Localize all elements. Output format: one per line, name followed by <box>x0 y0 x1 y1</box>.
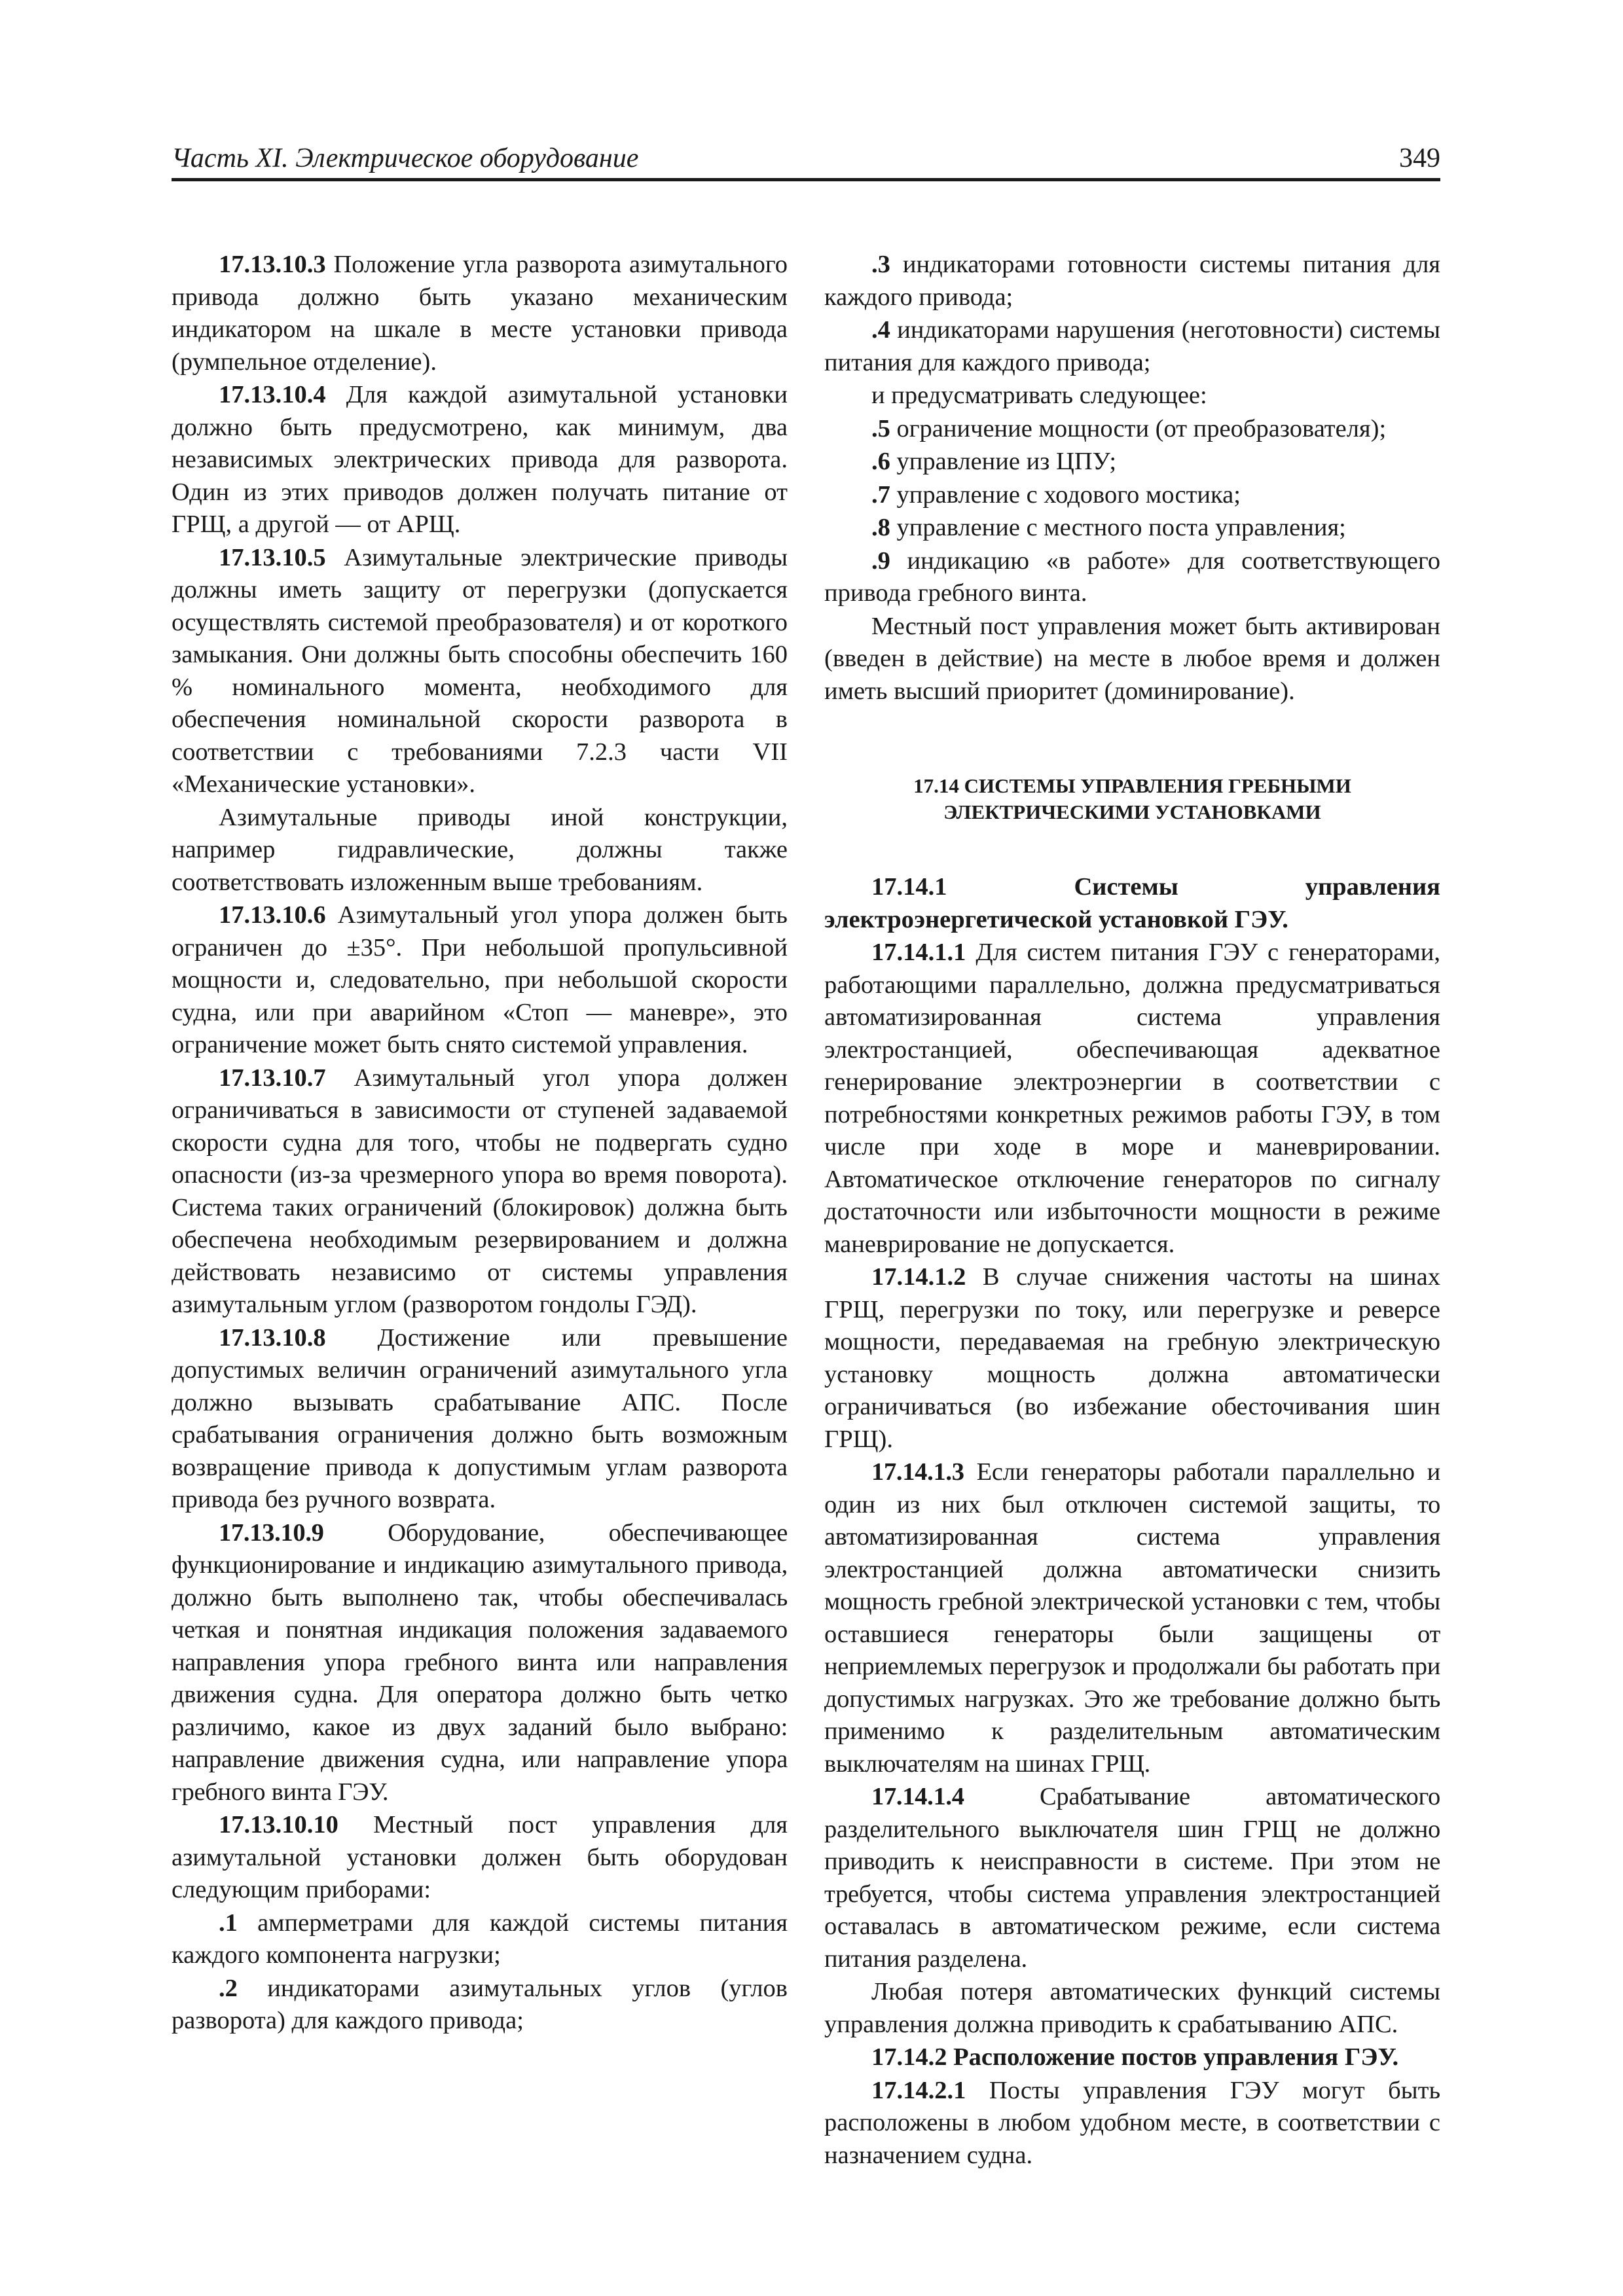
list-item <box>824 545 1440 610</box>
subsection-title: 17.14.1 Системы управления электроэнергетической установкой ГЭУ. <box>824 873 1440 933</box>
clause-text: Азимутальные приводы иной конструкции, например гидравлические, должны также соответствовать изложенным выше требованиям. <box>172 803 788 896</box>
paragraph <box>172 249 788 378</box>
clause-number: 17.13.10.10 <box>219 1811 338 1839</box>
list-text: управление с местного поста управления; <box>890 514 1346 541</box>
clause-number: 17.14.1.3 <box>871 1458 964 1486</box>
clause-text: Для систем питания ГЭУ с генераторами, работающими параллельно, должна предусматриваться автоматизированная система управления электростанцией, обеспечивающая адекватное генерирование электроэнергии в соответствии с потребностями конкретных режимов работы ГЭУ, в том числе при ходе в море и маневрировании. Автоматическое отключение генераторов по сигналу достаточности или избыточности мощности в режиме маневрирование не допускается. <box>824 939 1440 1258</box>
section-heading <box>824 773 1440 825</box>
clause-text: Посты управления ГЭУ могут быть расположены в любом удобном месте, в соответствии с назначением судна. <box>824 2076 1440 2169</box>
right-column <box>824 249 1440 2172</box>
subsection-heading <box>824 871 1440 936</box>
paragraph <box>172 802 788 899</box>
paragraph <box>824 1261 1440 1456</box>
paragraph <box>172 1809 788 1907</box>
list-text: Местный пост управления может быть активирован (введен в действие) на месте в любое время и должен иметь высший приоритет (доминирование). <box>824 612 1440 705</box>
list-marker: .6 <box>871 448 890 475</box>
clause-text: Любая потеря автоматических функций системы управления должна приводить к срабатыванию АПС. <box>824 1978 1440 2038</box>
clause-number: 17.13.10.4 <box>219 381 326 408</box>
list-item <box>172 1907 788 1972</box>
list-text: индикаторами нарушения (неготовности) системы питания для каждого привода; <box>824 316 1440 376</box>
clause-text: Положение угла разворота азимутального привода должно быть указано механическим индикатором на шкале в месте установки привода (румпельное отделение). <box>172 251 788 376</box>
clause-number: 17.13.10.7 <box>219 1064 326 1092</box>
clause-number: 17.13.10.9 <box>219 1518 324 1547</box>
list-text: ограничение мощности (от преобразователя); <box>890 414 1387 442</box>
page-number: 349 <box>1399 143 1440 173</box>
clause-text: Азимутальный угол упора должен быть ограничен до ±35°. При небольшой пропульсивной мощности и, следовательно, при небольшой скорости судна, или при аварийном «Стоп — маневре», это ограничение может быть снято системой управления. <box>172 901 788 1058</box>
paragraph <box>172 1062 788 1321</box>
list-item <box>824 479 1440 512</box>
left-column <box>172 249 788 2038</box>
paragraph <box>824 937 1440 1261</box>
list-marker: .7 <box>871 480 890 509</box>
page-header <box>172 141 1440 181</box>
clause-text: Азимутальные электрические приводы должны иметь защиту от перегрузки (допускается осуществлять системой преобразователя) и от короткого замыкания. Они должны быть способны обеспечить 160 % номинального момента, необходимого для обеспечения номинальной скорости разворота в соответствии с требованиями 7.2.3 части VII «Механические установки». <box>172 543 788 798</box>
subsection-title: 17.14.2 Расположение постов управления ГЭУ. <box>871 2043 1399 2071</box>
clause-text: Срабатывание автоматического разделительного выключателя шин ГРЩ не должно приводить к неисправности в системе. При этом не требуется, чтобы система управления электростанцией оставалась в автоматическом режиме, если система питания разделена. <box>824 1783 1440 1973</box>
clause-text: Если генераторы работали параллельно и один из них был отключен системой защиты, то автоматизированная система управления электростанцией должна автоматически снизить мощность гребной электрической установки с тем, чтобы оставшиеся генераторы были защищены от неприемлемых перегрузок и продолжали бы работать при допустимых нагрузках. Это же требование должно быть применимо к разделительным автоматическим выключателям на шинах ГРЩ. <box>824 1458 1440 1778</box>
clause-number: 17.14.1.4 <box>871 1783 964 1810</box>
clause-number: 17.13.10.6 <box>219 901 326 929</box>
list-item <box>824 249 1440 314</box>
list-item <box>824 314 1440 379</box>
list-marker: .5 <box>871 414 890 442</box>
section-heading-line: ЭЛЕКТРИЧЕСКИМИ УСТАНОВКАМИ <box>943 800 1321 823</box>
clause-text: Оборудование, обеспечивающее функционирование и индикацию азимутального привода, должно быть выполнено так, чтобы обеспечивалась четкая и понятная индикация положения задаваемого направления упора гребного винта или направления движения судна. Для оператора должно быть четко различимо, какое из двух заданий было выбрано: направление движения судна, или направление упора гребного винта ГЭУ. <box>172 1518 788 1806</box>
clause-text: Азимутальный угол упора должен ограничиваться в зависимости от ступеней задаваемой скорости судна для того, чтобы не подвергать судно опасности (из-за чрезмерного упора во время поворота). Система таких ограничений (блокировок) должна быть обеспечена необходимым резервированием и должна действовать независимо от системы управления азимутальным углом (разворотом гондолы ГЭД). <box>172 1064 788 1318</box>
list-item <box>824 512 1440 545</box>
paragraph <box>824 2075 1440 2172</box>
clause-number: 17.14.1.1 <box>871 939 966 966</box>
running-title: Часть XI. Электрическое оборудование <box>172 143 639 173</box>
list-item <box>172 1973 788 2037</box>
subsection-heading <box>824 2041 1440 2074</box>
clause-text: Местный пост управления для азимутальной установки должен быть оборудован следующим приборами: <box>172 1811 788 1903</box>
clause-text: Достижение или превышение допустимых величин ограничений азимутального угла должно вызывать срабатывание АПС. После срабатывания ограничения должно быть возможным возвращение привода к допустимым углам разворота привода без ручного возврата. <box>172 1323 788 1513</box>
list-item <box>824 413 1440 446</box>
list-text: индикаторами азимутальных углов (углов разворота) для каждого привода; <box>172 1974 788 2034</box>
list-marker: .3 <box>871 251 890 278</box>
paragraph <box>824 1456 1440 1780</box>
list-marker: .2 <box>219 1974 238 2002</box>
paragraph <box>824 1781 1440 1975</box>
list-text: индикаторами готовности системы питания для каждого привода; <box>824 251 1440 311</box>
list-text: и предусматривать следующее: <box>871 382 1207 409</box>
paragraph <box>824 611 1440 708</box>
clause-number: 17.13.10.5 <box>219 543 326 571</box>
list-marker: .8 <box>871 514 890 541</box>
list-text: управление с ходового мостика; <box>890 480 1241 509</box>
list-marker: .4 <box>871 316 890 344</box>
clause-text: В случае снижения частоты на шинах ГРЩ, перегрузки по току, или перегрузке и реверсе мощности, передаваемая на гребную электрическую установку мощность должна автоматически ограничиваться (во избежание обесточивания шин ГРЩ). <box>824 1263 1440 1453</box>
paragraph <box>172 379 788 541</box>
clause-text: Для каждой азимутальной установки должно быть предусмотрено, как минимум, два независимых электрических привода для разворота. Один из этих приводов должен получать питание от ГРЩ, а другой — от АРЩ. <box>172 381 788 538</box>
paragraph <box>172 899 788 1062</box>
paragraph <box>172 542 788 801</box>
paragraph <box>824 380 1440 412</box>
paragraph <box>824 1976 1440 2041</box>
list-text: амперметрами для каждой системы питания каждого компонента нагрузки; <box>172 1909 788 1969</box>
clause-number: 17.14.1.2 <box>871 1263 966 1291</box>
clause-number: 17.13.10.3 <box>219 251 326 278</box>
list-marker: .1 <box>219 1909 238 1937</box>
clause-number: 17.14.2.1 <box>871 2076 966 2104</box>
clause-number: 17.13.10.8 <box>219 1323 326 1352</box>
list-item <box>824 446 1440 478</box>
paragraph <box>172 1517 788 1809</box>
list-marker: .9 <box>871 547 890 575</box>
list-text: индикацию «в работе» для соответствующего привода гребного винта. <box>824 547 1440 607</box>
list-text: управление из ЦПУ; <box>890 448 1117 475</box>
paragraph <box>172 1322 788 1516</box>
section-heading-line: 17.14 СИСТЕМЫ УПРАВЛЕНИЯ ГРЕБНЫМИ <box>913 774 1351 797</box>
